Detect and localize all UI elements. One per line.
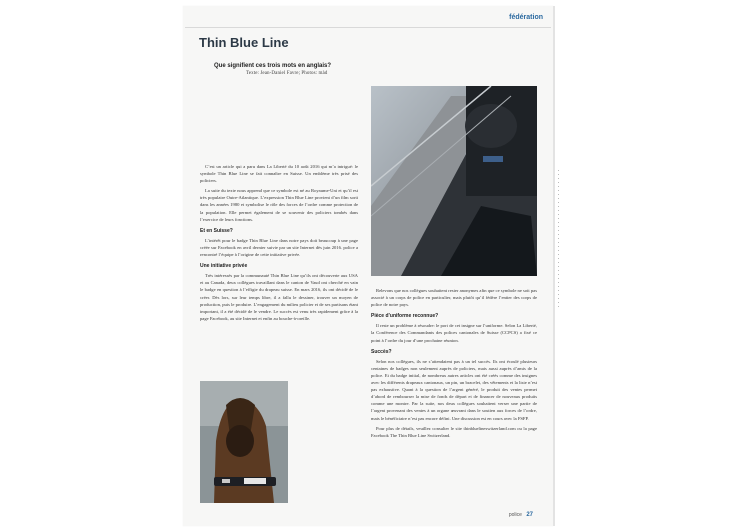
section-heading: Pièce d’uniforme reconnue? <box>371 313 439 320</box>
paragraph: L’intérêt pour le badge Thin Blue Line dans notre pays doit beaucoup à une page créée sur Facebook en avril dernier suivie par un site Internet dès juin 2016. police a rencontré l’équipe à l’origine de cette initiative privée. <box>200 237 358 258</box>
paragraph: La suite du texte nous apprend que ce symbole est né au Royaume-Uni et qu’il est très populaire Outre-Atlantique. L’expression Thin Blue Line provient d’un film sorti dans les années 1980 et symbolise le rôle des forces de l’ordre comme protection de la population. Elle permet également de se souvenir des policiers tombés dans l’exercice de leurs fonctions. <box>200 188 358 222</box>
page-edge-dots <box>558 170 559 310</box>
paragraph: Pour plus de détails, veuillez consulter le site thinbluelineswitzerland.com ou la page Facebook The Thin Blue Line Switzerland. <box>371 425 537 438</box>
section-heading: Succès? <box>371 348 392 355</box>
header-rule <box>185 27 551 28</box>
page-edge <box>553 6 555 526</box>
footer-label: police <box>508 512 522 518</box>
right-column <box>371 287 537 442</box>
page-number: 27 <box>526 512 533 518</box>
police-officer-photo <box>371 86 537 276</box>
page-footer <box>509 512 533 518</box>
police-dog-photo <box>200 381 288 503</box>
paragraph: Il reste un problème à résoudre: le port de cet insigne sur l’uniforme. Selon La Liberté, la Conférence des Commandants des polices cantonales de Suisse (CCPCS) a fixé ce point à l’ordre du jour d’une prochaine réunion. <box>371 323 537 343</box>
paragraph: Selon nos collègues, ils ne s’attendaient pas à un tel succès. Ils ont écoulé plusieurs centaines de badges non seulement auprès de policiers, mais aussi auprès d’amis de la police. Et du badge initial, de nombreux autres articles ont été créés comme des insignes avec les différents drapeaux cantonaux, un pin, un bracelet, des vêtements et la liste n’est pas exhaustive. Quant à la question de l’argent généré, le produit des ventes permet d’abord de rembourser la mise de fonds de départ et de financer de nouveaux produits comme une montre. Par la suite, nos deux collègues souhaitent verser une partie de l’argent provenant des ventes à un organe œuvrant dans le soutien aux forces de l’ordre, mais le bénéficiaire n’est pas encore défini. Une discussion est en cours avec la FSFP. <box>371 358 537 421</box>
article-title: Thin Blue Line <box>199 35 289 50</box>
article-subtitle: Que signifient ces trois mots en anglais? <box>214 63 332 69</box>
paragraph: Relevons que nos collègues souhaitent rester anonymes afin que ce symbole ne soit pas associé à un corps de police en particulier, mais plutôt qu’il fédère l’entier des corps de police de notre pays. <box>371 288 537 308</box>
paragraph: Très intéressés par la communauté Thin Blue Line qu’ils ont découverte aux USA et au Canada, deux collègues travaillant dans le canton de Vaud ont cherché en vain le badge en question à l’effigie du drapeau suisse. En mars 2016, ils ont décidé de le créer. Dès lors, sur leur temps libre, il a fallu le dessiner, trouver un moyen de production, puis le produire. L’engagement du milieu policier et de ses partisans étant important, il a été décidé de le vendre. Le succès est venu très rapidement grâce à la page Facebook, au site Internet et enfin au bouche-à-oreille. <box>200 273 358 321</box>
magazine-page <box>183 6 553 526</box>
section-heading: Et en Suisse? <box>200 227 233 234</box>
section-heading: Une initiative privée <box>200 263 248 270</box>
left-column <box>200 163 358 325</box>
section-label: fédération <box>509 14 543 21</box>
article-credit: Texte: Jean-Daniel Favre; Photos: màd <box>246 71 328 76</box>
paragraph: C’est un article qui a paru dans La Liberté du 10 août 2016 qui m’a intrigué: le symbole Thin Blue Line se fait connaître en Suisse. Un emblème très prisé des policiers. <box>200 164 358 184</box>
